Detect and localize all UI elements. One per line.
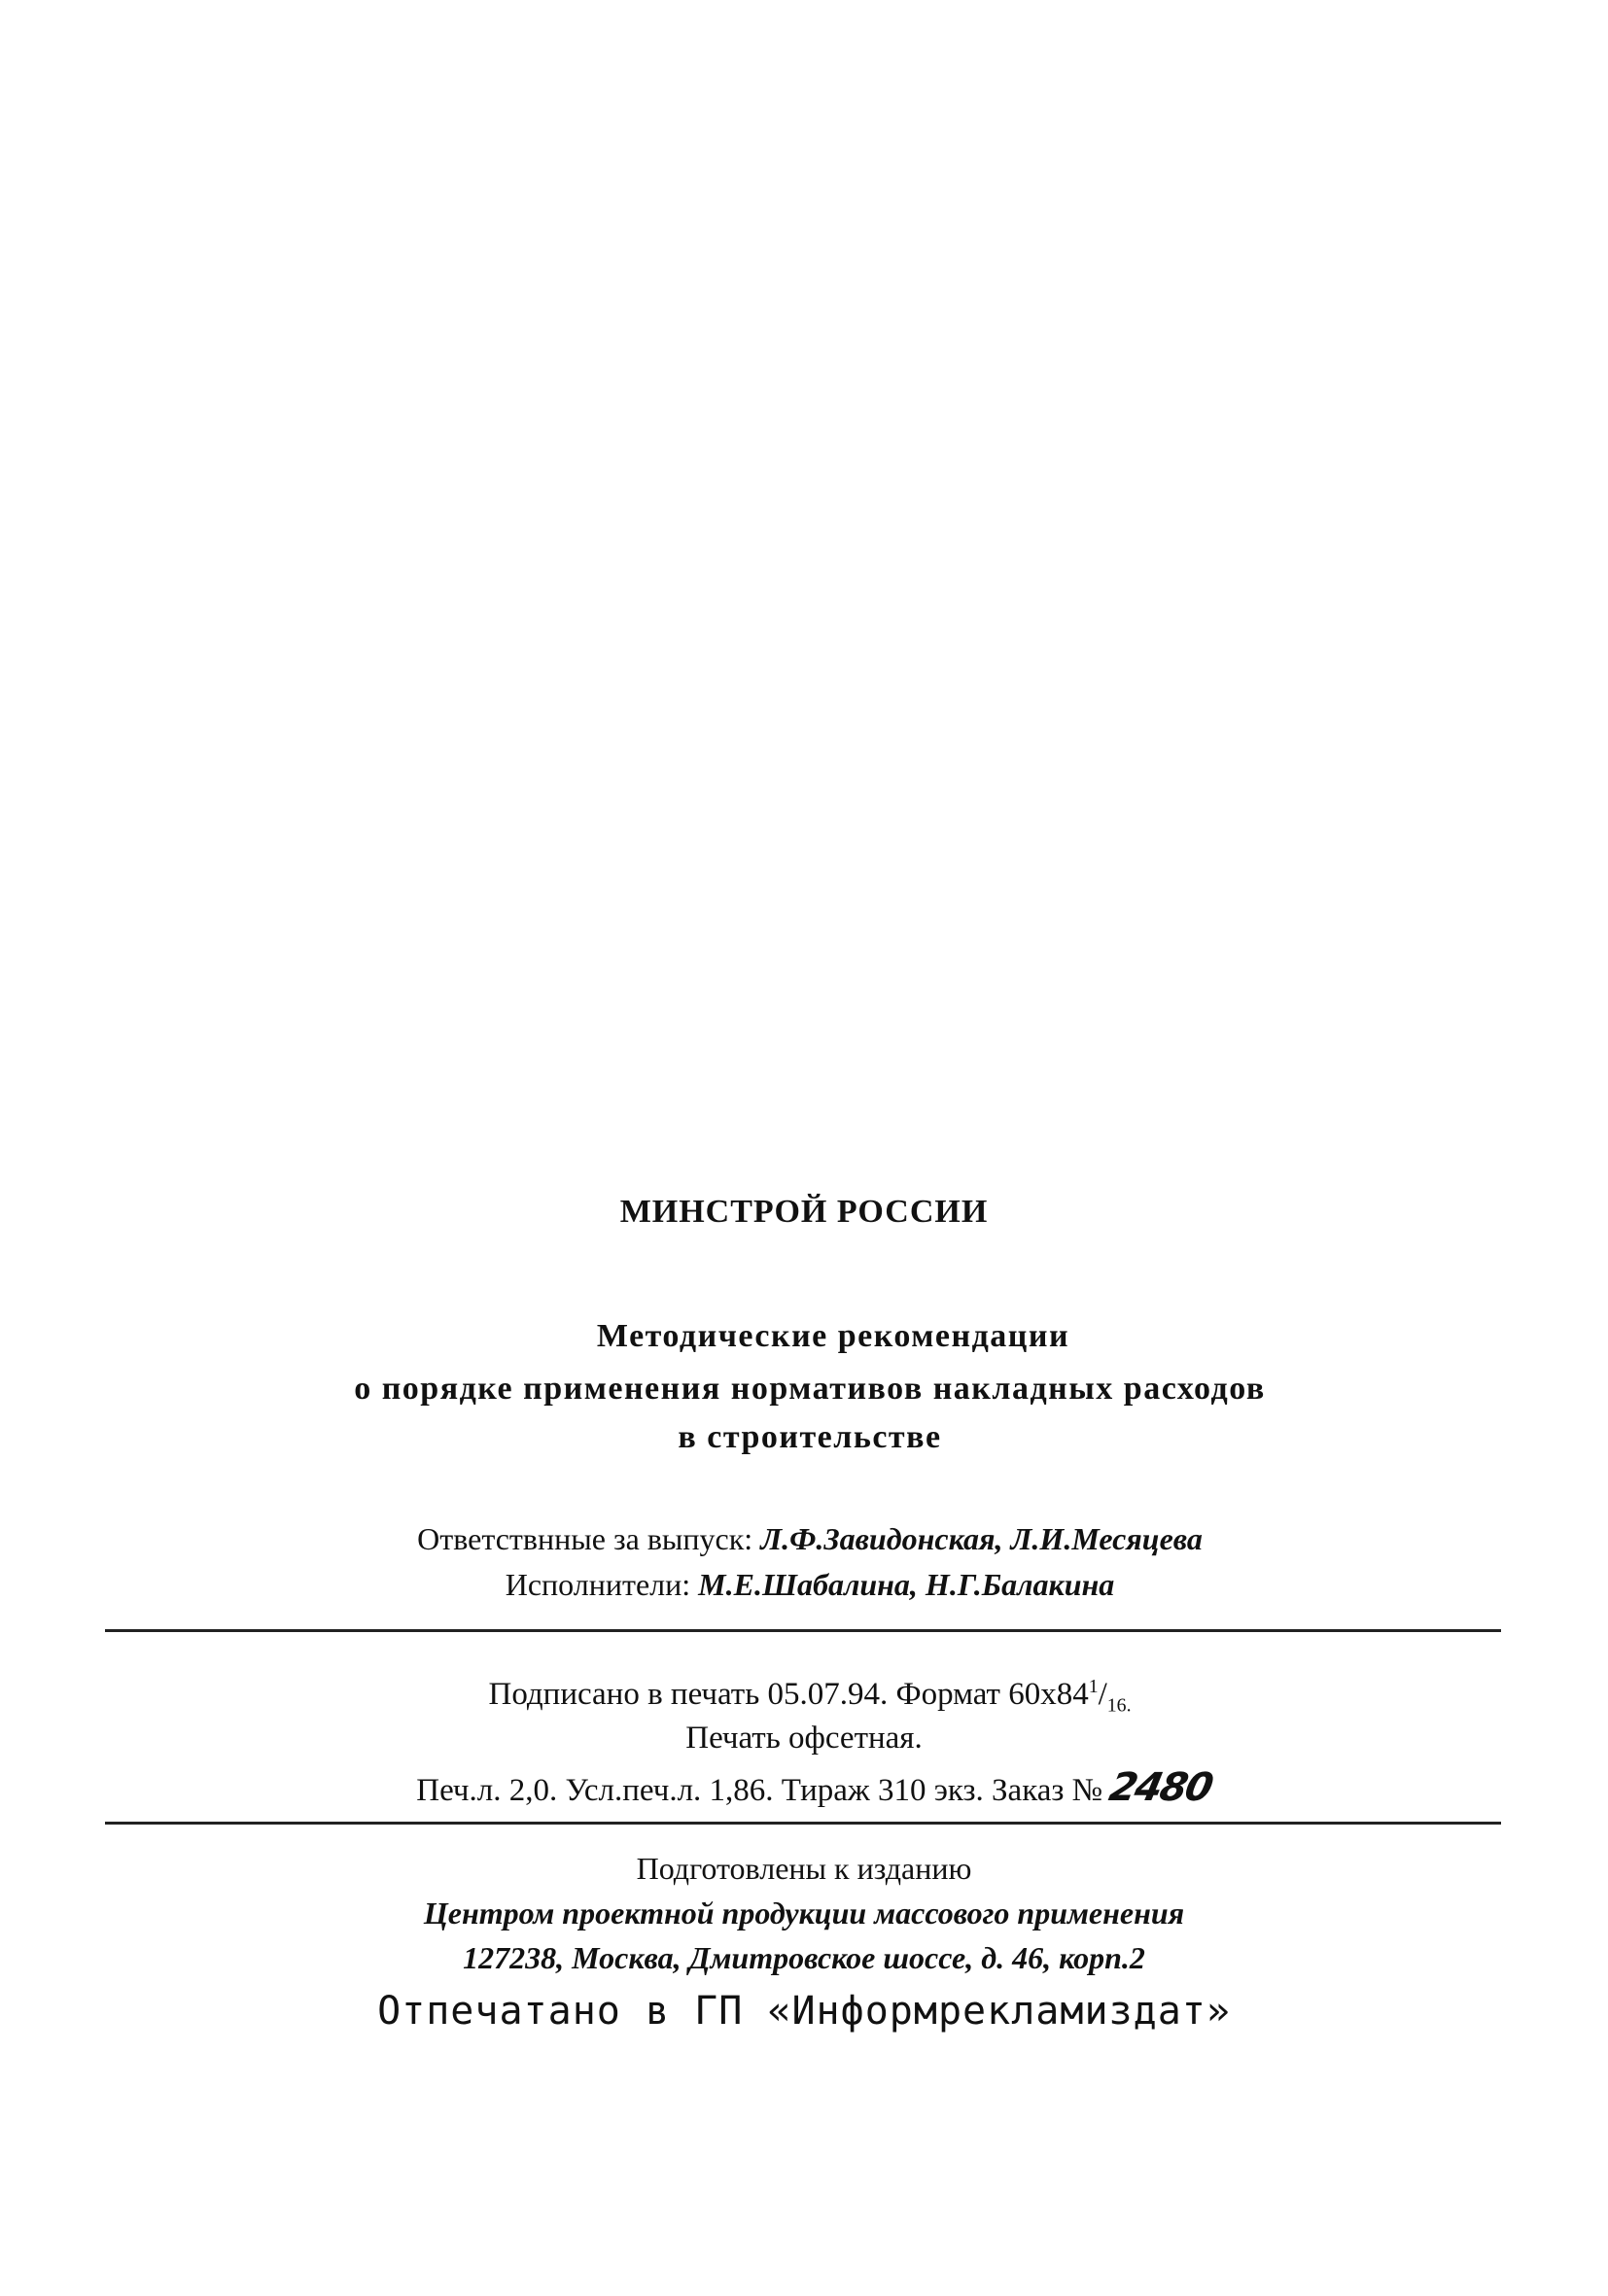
signed-text: Подписано в печать 05.07.94. Формат 60x84 bbox=[488, 1677, 1089, 1712]
performers-credits bbox=[6, 1567, 1608, 1603]
divider-bottom bbox=[105, 1822, 1501, 1825]
publisher-address: 127238, Москва, Дмитровское шоссе, д. 46, корп.2 bbox=[463, 1940, 1145, 1975]
handwritten-order-number: 2480 bbox=[1105, 1765, 1216, 1810]
ministry-heading: МИНСТРОЙ РОССИИ bbox=[619, 1194, 989, 1230]
format-sub: 16. bbox=[1106, 1694, 1132, 1717]
prepared-for-publication: Подготовлены к изданию bbox=[636, 1851, 972, 1886]
format-sup: 1 bbox=[1088, 1676, 1099, 1697]
title-line-3: в строительстве bbox=[678, 1419, 942, 1455]
signed-for-print bbox=[6, 1676, 1608, 1718]
publisher-name: Центром проектной продукции массового применения bbox=[423, 1896, 1185, 1931]
responsible-names: Л.Ф.Завидонская, Л.И.Месяцева bbox=[760, 1521, 1203, 1556]
title-line-1: Методические рекомендации bbox=[596, 1318, 1070, 1354]
title-line-2: о порядке применения нормативов накладных расходов bbox=[354, 1371, 1266, 1407]
divider-top bbox=[105, 1629, 1501, 1632]
responsible-credits bbox=[6, 1521, 1608, 1557]
sheets-text: Печ.л. 2,0. Усл.печ.л. 1,86. Тираж 310 экз. Заказ № bbox=[416, 1773, 1103, 1808]
sheets-and-order bbox=[10, 1765, 1608, 1810]
format-slash: / bbox=[1098, 1677, 1107, 1712]
responsible-label: Ответствнные за выпуск: bbox=[417, 1521, 753, 1556]
performers-names: М.Е.Шабалина, Н.Г.Балакина bbox=[698, 1567, 1115, 1602]
print-type: Печать офсетная. bbox=[685, 1721, 923, 1756]
performers-label: Исполнители: bbox=[505, 1567, 691, 1602]
printed-by: Отпечатано в ГП «Информрекламиздат» bbox=[377, 1989, 1231, 2034]
